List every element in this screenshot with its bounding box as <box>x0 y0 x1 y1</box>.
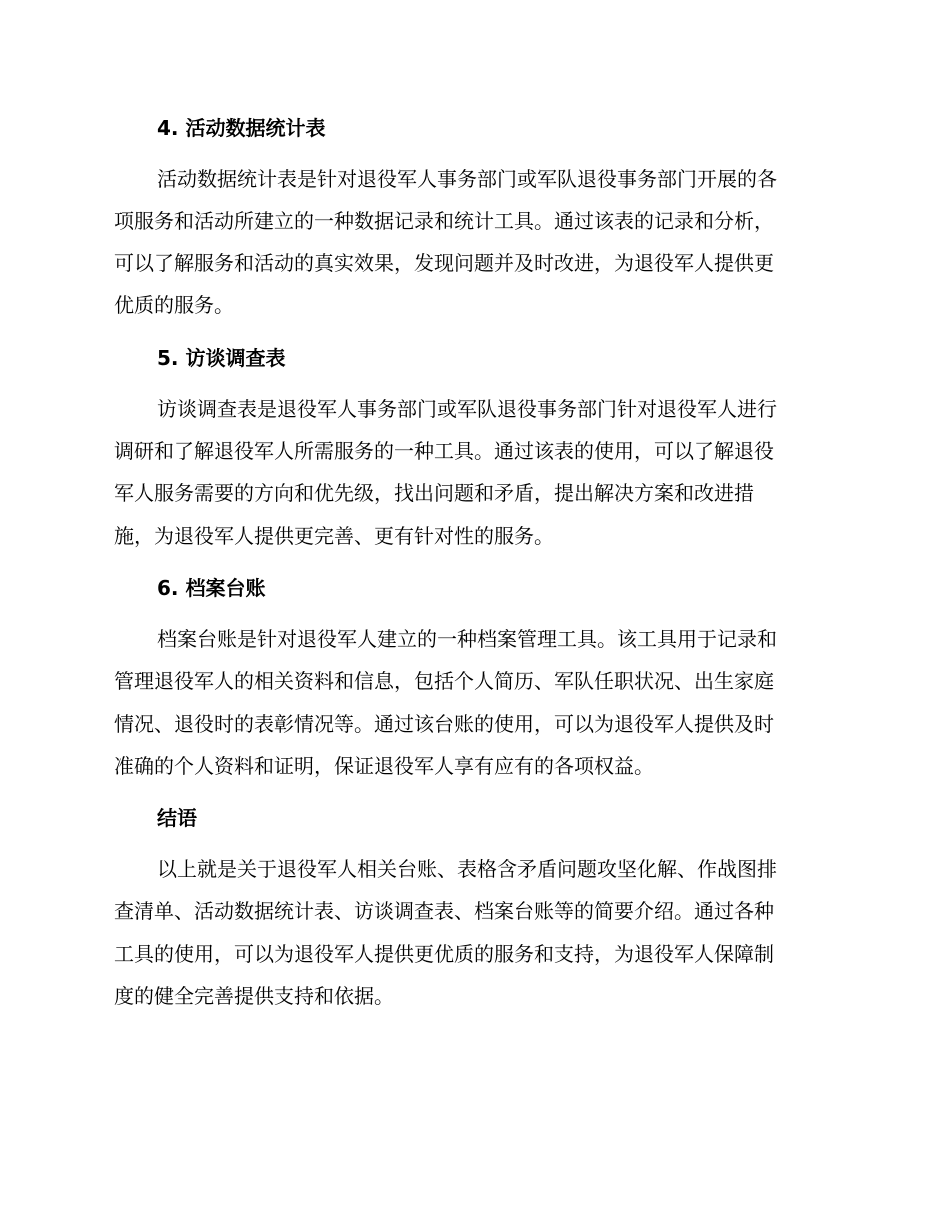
paragraph-line: 优质的服务。 <box>114 293 234 317</box>
paragraph-line: 施，为退役军人提供更完善、更有针对性的服务。 <box>114 524 554 548</box>
section-heading: 5. 访谈调查表 <box>157 346 286 370</box>
section-heading: 结语 <box>157 806 197 830</box>
paragraph-line: 调研和了解退役军人所需服务的一种工具。通过该表的使用，可以了解退役 <box>114 439 774 463</box>
paragraph-line: 档案台账是针对退役军人建立的一种档案管理工具。该工具用于记录和 <box>157 627 777 651</box>
paragraph-line: 工具的使用，可以为退役军人提供更优质的服务和支持，为退役军人保障制 <box>114 942 774 966</box>
paragraph-line: 项服务和活动所建立的一种数据记录和统计工具。通过该表的记录和分析， <box>114 209 774 233</box>
paragraph-line: 准确的个人资料和证明，保证退役军人享有应有的各项权益。 <box>114 754 654 778</box>
paragraph-line: 可以了解服务和活动的真实效果，发现问题并及时改进，为退役军人提供更 <box>114 251 774 275</box>
paragraph-line: 管理退役军人的相关资料和信息，包括个人简历、军队任职状况、出生家庭 <box>114 669 774 693</box>
paragraph-line: 活动数据统计表是针对退役军人事务部门或军队退役事务部门开展的各 <box>157 167 777 191</box>
paragraph-line: 情况、退役时的表彰情况等。通过该台账的使用，可以为退役军人提供及时 <box>114 712 774 736</box>
paragraph-line: 访谈调查表是退役军人事务部门或军队退役事务部门针对退役军人进行 <box>157 397 777 421</box>
paragraph-line: 以上就是关于退役军人相关台账、表格含矛盾问题攻坚化解、作战图排 <box>157 857 777 881</box>
paragraph-line: 度的健全完善提供支持和依据。 <box>114 984 394 1008</box>
paragraph-line: 查清单、活动数据统计表、访谈调查表、档案台账等的简要介绍。通过各种 <box>114 899 774 923</box>
section-heading: 4. 活动数据统计表 <box>157 116 326 140</box>
section-heading: 6. 档案台账 <box>157 576 266 600</box>
paragraph-line: 军人服务需要的方向和优先级，找出问题和矛盾，提出解决方案和改进措 <box>114 481 754 505</box>
